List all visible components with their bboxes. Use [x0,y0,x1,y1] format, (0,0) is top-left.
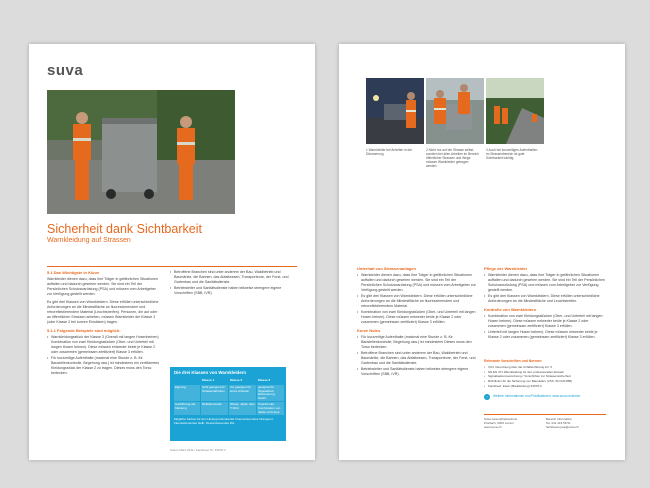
photo-road-image [486,78,544,144]
table-cell: Reflektorweste [201,402,228,415]
arrow-right-icon: › [484,394,490,400]
left-column-1 [47,270,161,377]
bullet-list [47,335,161,376]
address-line: Tel. 041 419 58 51 [546,420,571,425]
list-item: • Warnkleidungsstück der Klasse 3 (Overall mit langen Hosenbeinen) Kombination von zwei Kleidungsstücken (Ober- und Unterteil mit langen Hosen beinen). Diese müssen entweder beide je Klasse 2 oder zusammen (gemeinsam zertifiziert) Klasse 3 erfüllen. [47,335,161,355]
list-item: • VUV Verordnung über die Unfallverhütung Art. 5 [484,366,606,370]
more-info-link[interactable]: Weitere Informationen und Publikationen: www.suva.ch/sicher [493,394,581,398]
list-item: • Es gibt drei Klassen von Warnkleidern. Diese erfüllen unterschiedliche Anforderungen an die Mindestfläche an fluoreszierendem und retroreflektierendem Material. [357,294,477,309]
list-item: • Für kurzzeitige Aufenthalte (maximal eine Stunde z. B. für Baustellenkontrolle, Begehung usw.) ist mindestens Dieses muss den Torso bedecken. [357,335,477,350]
table-header: Klasse 1 [202,378,215,382]
classes-table [174,378,282,415]
section-heading: Relevante Vorschriften und Normen [484,359,542,363]
address-line: www.suva.ch [484,424,502,429]
photo-dusk-image [366,78,424,144]
warning-classes-box [170,367,286,441]
photo-caption: 3 Auch bei kurzzeitigen Aufenthalten im Strassenbereich ist gute Sichtbarkeit wichtig. [486,148,538,160]
photo-1 [366,78,424,144]
list-item: • Für kurzzeitige Aufenthalte (maximal eine Stunde z. B. für Baustellenkontrolle, Begehung usw.) ist mindestens ein zertifiziertes Kleidungsstück der Klasse 2 zu tragen. Dieses muss den Torso bedecken. [47,356,161,376]
section-heading: Pflege der Warnkleider [484,266,528,271]
list-item: • Factsheet: Eisen (Baukleidung) 33078.d [484,385,606,389]
page-subtitle: Warnkleidung auf Strassen [47,237,131,244]
table-header: Klasse 2 [230,378,243,382]
address-line: Postfach, 6002 Luzern [484,420,515,425]
paragraph: Warnkleider dienen dazu, dass ihre Träger in gefährlichen Situationen auffallen und dadurch gesehen werden. Sie sind ein Teil der Persönlichen Schutzausrüstung (PSA) und müssen vom Arbeitgeber zur Verfügung gestellt werden. [47,277,158,296]
table-cell: Overall oder Kombination von Jacke und Hose [257,402,284,415]
section-divider [47,266,297,267]
paragraph: Es gibt drei Klassen von Warnkleidern. Diese erfüllen unterschiedliche Anforderungen an die Mindestfläche an fluoreszierendem und retroreflektierendem Material (Leuchtstreifen). Personen, die auf oder an öffentlichen Strassen arbeiten, müssen Warnkleider der Klasse 3 (oder Klasse 2 bei kurzen Einsätzen) tragen. [47,300,159,324]
bullet-list [484,366,606,389]
section-heading: Kontrolle von Warnkleidern [484,307,537,312]
right-column-2 [484,266,606,341]
hero-photo-image [47,90,235,214]
table-cell: geeignet für Tagesarbeit, Dämmerung, Nacht [257,385,284,401]
right-column-1 [357,266,477,378]
list-item: • Es gibt drei Klassen von Warnkleidern. Diese erfüllen unterschiedliche Anforderungen an die Mindestfläche und Leuchtstreifen. [484,294,606,304]
photo-caption: 2 Nicht nur auf der Strasse selbst, sondern bei allen Arbeiten im Bereich öffentlicher Strassen und Wege müssen Warnkleider getragen werden. [426,148,479,168]
document-page-right [339,44,625,460]
hero-photo [47,90,235,214]
list-item: • Betroffene Branchen sind unter anderem der Bau, Waldbetrieb und Baumärkte, die Bahnen, das Abfallwesen, Transporteure, der Forst- und Gartenbau und die Sanitätsdienste. [357,351,477,366]
footer-divider [484,414,606,415]
list-item: • Warnkleider dienen dazu, dass ihre Träger in gefährlichen Situationen auffallen und dadurch gesehen werden. Sie sind ein Teil der Persönlichen Schutzausrüstung (PSA) und müssen vom Arbeitgeber zur Verfügung gestellt werden. [484,273,606,293]
box-title: Die drei Klassen von Warnkleidern [174,370,247,375]
table-cell: Ausführung der Kleidung [174,402,200,415]
section-heading: Unterhalt von Strassenanlagen [357,266,416,271]
list-item: • Signalisationsverordnung / Vorschriften zur Strassensicherheit [484,375,606,379]
photo-2 [426,78,484,144]
address-line: Suva Gesundheitsschutz [484,417,518,421]
list-item: • SN EN 471 Warnkleidung für den professionellen Einsatz [484,371,606,375]
list-item: • Warnkleider dienen dazu, dass ihre Träger in gefährlichen Situationen auffallen und dadurch gesehen werden. Sie sind ein Teil der Persönlichen Schutzausrüstung (PSA) und müssen vom Arbeitgeber zur Verfügung gestellt werden. [357,273,477,293]
address-line: factsheets.psa@suva.ch [546,424,579,429]
table-cell: Eignung [174,385,200,401]
list-item: • Unterteil mit langen Hosen beinen). Diese müssen entweder beide je Klasse 2 oder zusammen (gemeinsam zertifiziert) Klasse 3 erfüllen. [484,330,606,340]
list-item: • Richtlinien für die Sicherung von Baustellen (VSS, SN 640 886) [484,380,606,384]
photo-workers-image [426,78,484,144]
bullet-list [484,314,606,340]
left-column-2 [170,270,290,297]
address-left [484,418,542,429]
list-item: • Kombination von zwei Kleidungsstücken (Ober- und Unterteil mit langen Hosen beinen). Diese müssen entweder beide je Klasse 2 oder zusammen (gemeinsam zertifiziert) Klasse 3 erfüllen. [357,310,477,325]
list-item: • Betroffene Branchen sind unter anderem der Bau, Waldbetrieb und Baumärkte, die Bahnen, das Abfallwesen, Transporteure, der Forst- und Gartenbau und die Sanitätsdienste. [170,270,290,285]
table-cell: Weste, Jacke oder T-Shirt [229,402,256,415]
photo-3 [486,78,544,144]
photo-row [366,78,544,144]
table-cell: nicht geeignet für Strassenarbeiten [201,385,228,401]
bullet-list [357,335,477,377]
bullet-list [357,273,477,325]
suva-logo: suva [47,62,84,79]
document-page-left [29,44,315,460]
address-right [546,418,606,429]
section-heading: 5.1 Das Wichtigste in Kürze [47,270,100,275]
address-line: Bereich Information [546,417,573,421]
photo-caption: 1 Warnkleider bei Arbeiten in der Dämmerung [366,148,413,156]
section-heading: 5.1.1 Folgende Beispiele sind möglich: [47,328,121,333]
list-item: • Betriebsleiter und Sanitätsdienste haben teilweise strengere eigene Vorschriften (SBB, IVR). [357,367,477,377]
table-header: Klasse 3 [258,378,271,382]
list-item: • Betriebsleiter und Sanitätsdienste haben teilweise strengere eigene Vorschriften (SBB, IVR). [170,286,290,296]
table-cell: nur geeignet für kurze Arbeiten [229,385,256,401]
list-item: • Kombination von zwei Kleidungsstücken (Ober- und Unterteil mit langen Hosen beinen). Diese müssen entweder beide je Klasse 2 oder zusammen (gemeinsam zertifiziert) Klasse 3 erfüllen. [484,314,606,329]
section-heading: Kurze Notes [357,328,381,333]
references-block [484,360,606,390]
bullet-list [484,273,606,304]
page-footer: Stand: März 2011 | Factsheet Nr. 33078.d [170,448,226,452]
table-header [174,378,200,384]
box-note: Mögliche Farben für den Hintergrundmaterial: Fluoreszierendes Orangerot, Fluoreszierendes Gelb, Fluoreszierendes Rot [174,417,274,425]
page-title: Sicherheit dank Sichtbarkeit [47,222,202,236]
bullet-list [170,270,290,296]
